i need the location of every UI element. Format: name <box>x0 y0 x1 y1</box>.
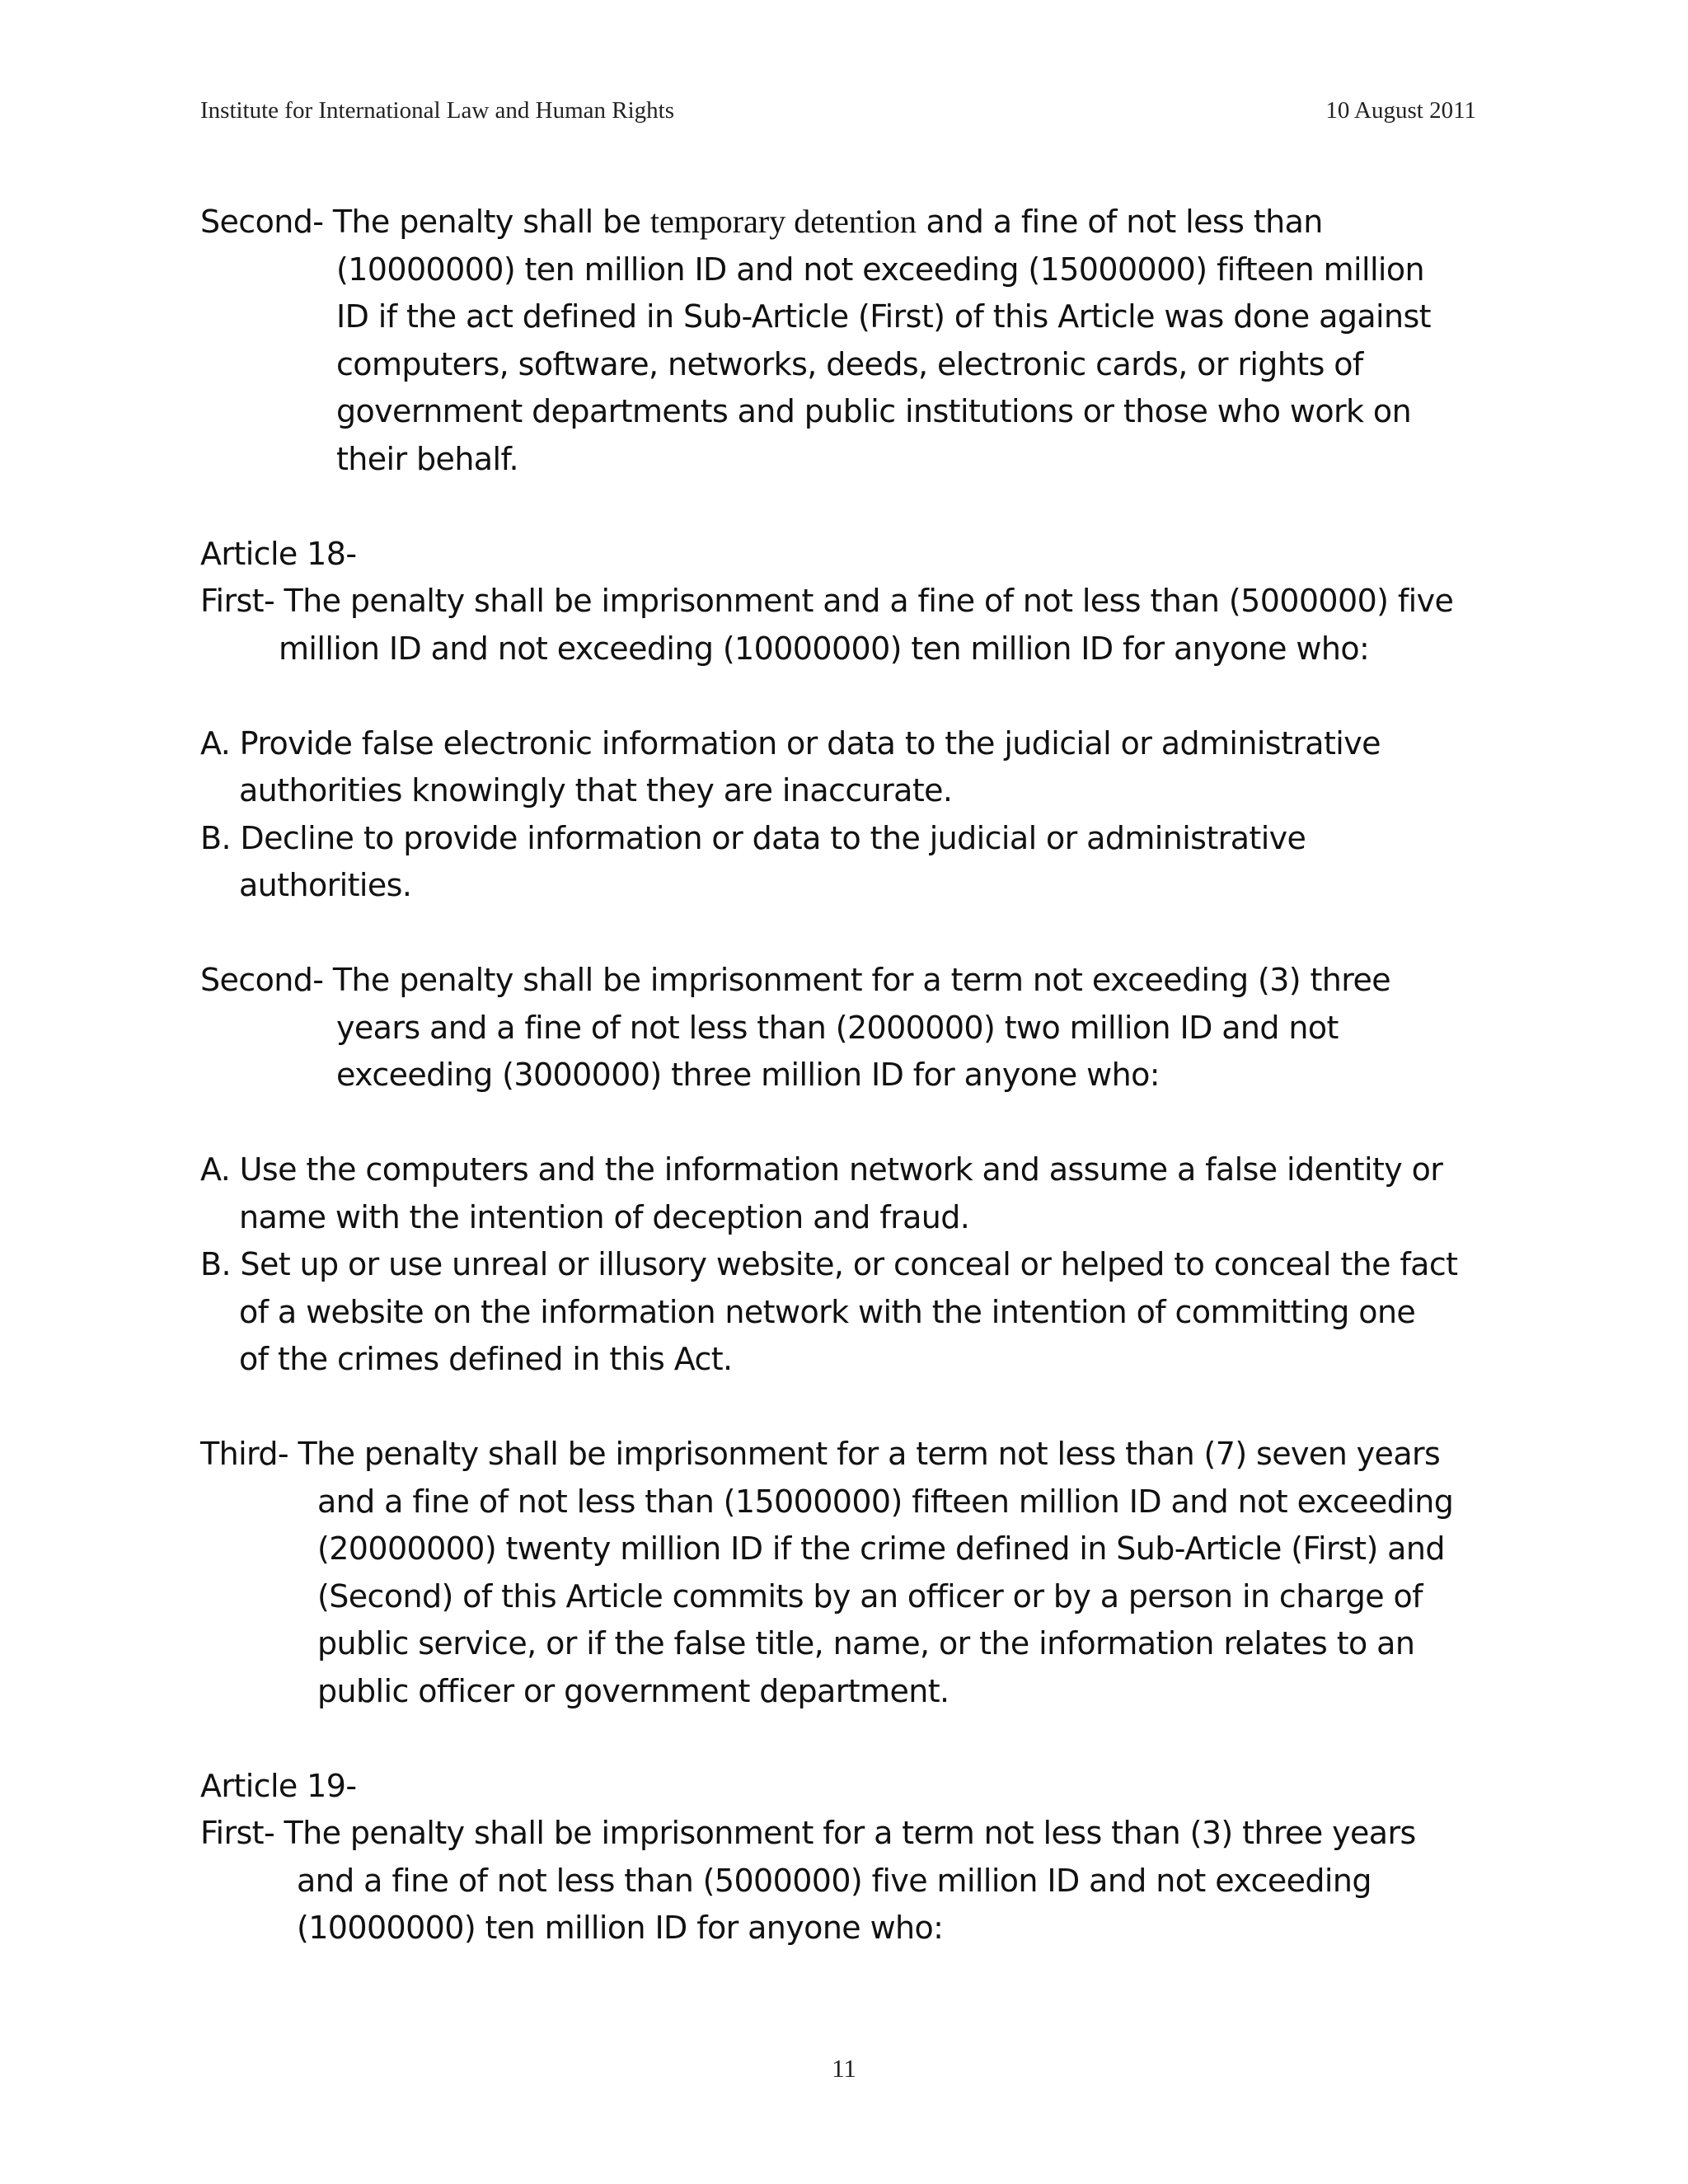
list-item: A. Provide false electronic information or data to the judicial or administrative <box>200 724 1381 762</box>
text-line: First- The penalty shall be imprisonment for a term not less than (3) three years <box>200 1815 1416 1851</box>
text-span: Second- The penalty shall be <box>200 204 650 240</box>
document-body <box>200 198 1503 1952</box>
spacer <box>200 673 1503 720</box>
article-heading: Article 18- <box>200 535 357 572</box>
spacer <box>200 1099 1503 1147</box>
text-line <box>200 198 1503 246</box>
spacer <box>200 1715 1503 1763</box>
text-span: and a fine of not less than <box>917 204 1323 240</box>
text-line: public service, or if the false title, name, or the information relates to an <box>317 1625 1415 1661</box>
list-item-cont: authorities. <box>239 867 412 903</box>
header-institute: Institute for International Law and Human Rights <box>200 97 675 124</box>
list-item-cont: name with the intention of deception and fraud. <box>239 1198 970 1235</box>
text-line: and a fine of not less than (15000000) fifteen million ID and not exceeding <box>317 1483 1454 1520</box>
list-item: B. Set up or use unreal or illusory website, or conceal or helped to conceal the fact <box>200 1246 1458 1282</box>
article18-third <box>200 1431 1503 1715</box>
list-item-cont: authorities knowingly that they are inaccurate. <box>239 772 953 808</box>
text-line: (Second) of this Article commits by an officer or by a person in charge of <box>317 1577 1423 1615</box>
list-item-cont: of a website on the information network with the intention of committing one <box>239 1293 1416 1330</box>
text-line: computers, software, networks, deeds, electronic cards, or rights of <box>336 345 1363 382</box>
header-date: 10 August 2011 <box>1325 97 1476 124</box>
text-line: exceeding (3000000) three million ID for anyone who: <box>336 1057 1160 1093</box>
text-line: years and a fine of not less than (2000000) two million ID and not <box>336 1009 1339 1046</box>
list-item: B. Decline to provide information or data to the judicial or administrative <box>200 819 1306 856</box>
text-line: their behalf. <box>336 440 518 477</box>
text-line: (10000000) ten million ID and not exceeding (15000000) fifteen million <box>336 251 1425 288</box>
text-line: First- The penalty shall be imprisonment and a fine of not less than (5000000) five <box>200 583 1454 619</box>
article18-first-items <box>200 720 1503 910</box>
list-item: A. Use the computers and the information network and assume a false identity or <box>200 1151 1443 1188</box>
article18 <box>200 531 1503 673</box>
article17-second <box>200 198 1503 483</box>
article18-second <box>200 957 1503 1099</box>
text-line: (10000000) ten million ID for anyone who: <box>297 1910 944 1946</box>
list-item-cont: of the crimes defined in this Act. <box>239 1341 733 1377</box>
spacer <box>200 910 1503 958</box>
text-line: Third- The penalty shall be imprisonment for a term not less than (7) seven years <box>200 1436 1441 1472</box>
text-line: government departments and public institutions or those who work on <box>336 393 1412 429</box>
text-line: (20000000) twenty million ID if the crime defined in Sub-Article (First) and <box>317 1530 1445 1567</box>
article19 <box>200 1763 1503 1952</box>
article18-second-items <box>200 1146 1503 1384</box>
article-heading: Article 19- <box>200 1767 357 1804</box>
spacer <box>200 1384 1503 1432</box>
text-line: public officer or government department. <box>317 1672 950 1709</box>
page-number: 11 <box>832 2054 856 2083</box>
spacer <box>200 483 1503 531</box>
serif-term: temporary detention <box>649 203 917 240</box>
text-line: ID if the act defined in Sub-Article (First) of this Article was done against <box>336 298 1431 335</box>
text-line: and a fine of not less than (5000000) five million ID and not exceeding <box>297 1862 1372 1899</box>
text-line: Second- The penalty shall be imprisonment for a term not exceeding (3) three <box>200 962 1391 998</box>
text-line: million ID and not exceeding (10000000) ten million ID for anyone who: <box>279 630 1370 667</box>
